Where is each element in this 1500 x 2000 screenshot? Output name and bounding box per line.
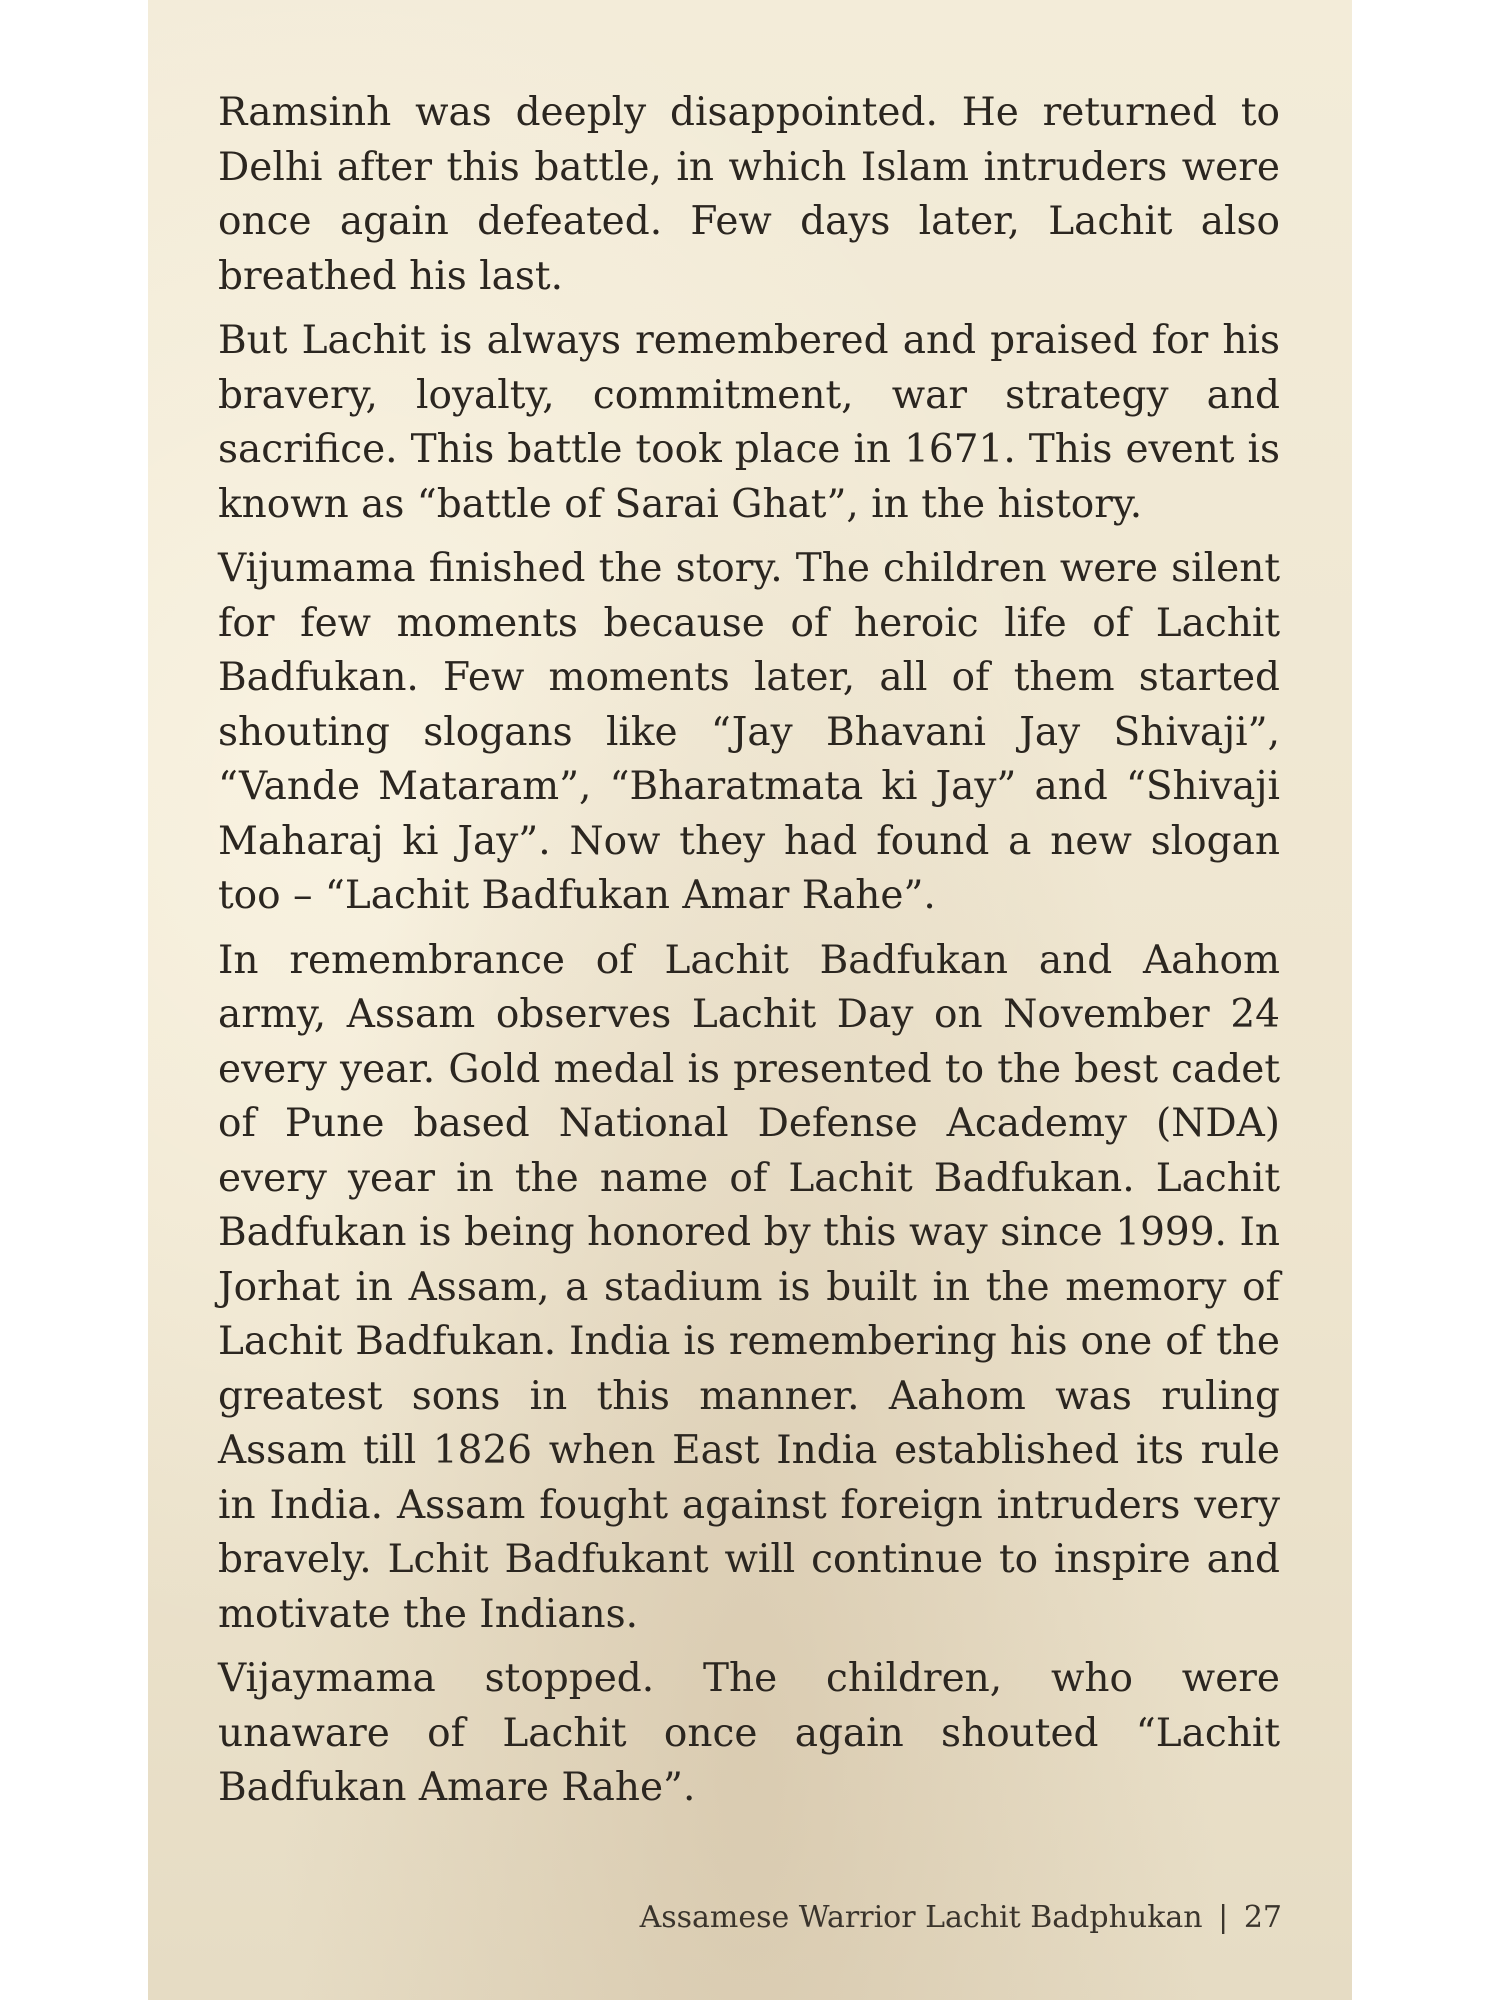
paragraph-4: In remembrance of Lachit Badfukan and Aahom army, Assam observes Lachit Day on November 24 every year. Gold medal is presented to the best cadet of Pune based National Defense Academy (NDA) every year in the name of Lachit Badfukan. Lachit Badfukan is being honored by this way since 1999. In Jorhat in Assam, a stadium is built in the memory of Lachit Badfukan. India is remembering his one of the greatest sons in this manner. Aahom was ruling Assam till 1826 when East India established its rule in India. Assam fought against foreign intruders very bravely. Lchit Badfukant will continue to inspire and motivate the Indians. (218, 937, 1280, 1637)
body-text (218, 86, 1280, 1826)
book-page (148, 0, 1352, 2000)
page-number: 27 (1243, 1900, 1282, 1935)
paragraph-5: Vijaymama stopped. The children, who were unaware of Lachit once again shouted “Lachit Badfukan Amare Rahe”. (218, 1656, 1280, 1810)
footer-book-title: Assamese Warrior Lachit Badphukan (639, 1900, 1203, 1935)
page-footer (640, 1900, 1282, 1935)
footer-separator: | (1218, 1900, 1229, 1935)
paragraph-1: Ramsinh was deeply disappointed. He returned to Delhi after this battle, in which Islam intruders were once again defeated. Few days later, Lachit also breathed his last. (218, 90, 1280, 299)
paragraph-2: But Lachit is always remembered and praised for his bravery, loyalty, commitment, war strategy and sacrifice. This battle took place in 1671. This event is known as “battle of Sarai Ghat”, in the history. (218, 318, 1280, 527)
paragraph-3: Vijumama finished the story. The children were silent for few moments because of heroic life of Lachit Badfukan. Few moments later, all of them started shouting slogans like “Jay Bhavani Jay Shivaji”, “Vande Mataram”, “Bharatmata ki Jay” and “Shivaji Maharaj ki Jay”. Now they had found a new slogan too – “Lachit Badfukan Amar Rahe”. (218, 546, 1280, 918)
